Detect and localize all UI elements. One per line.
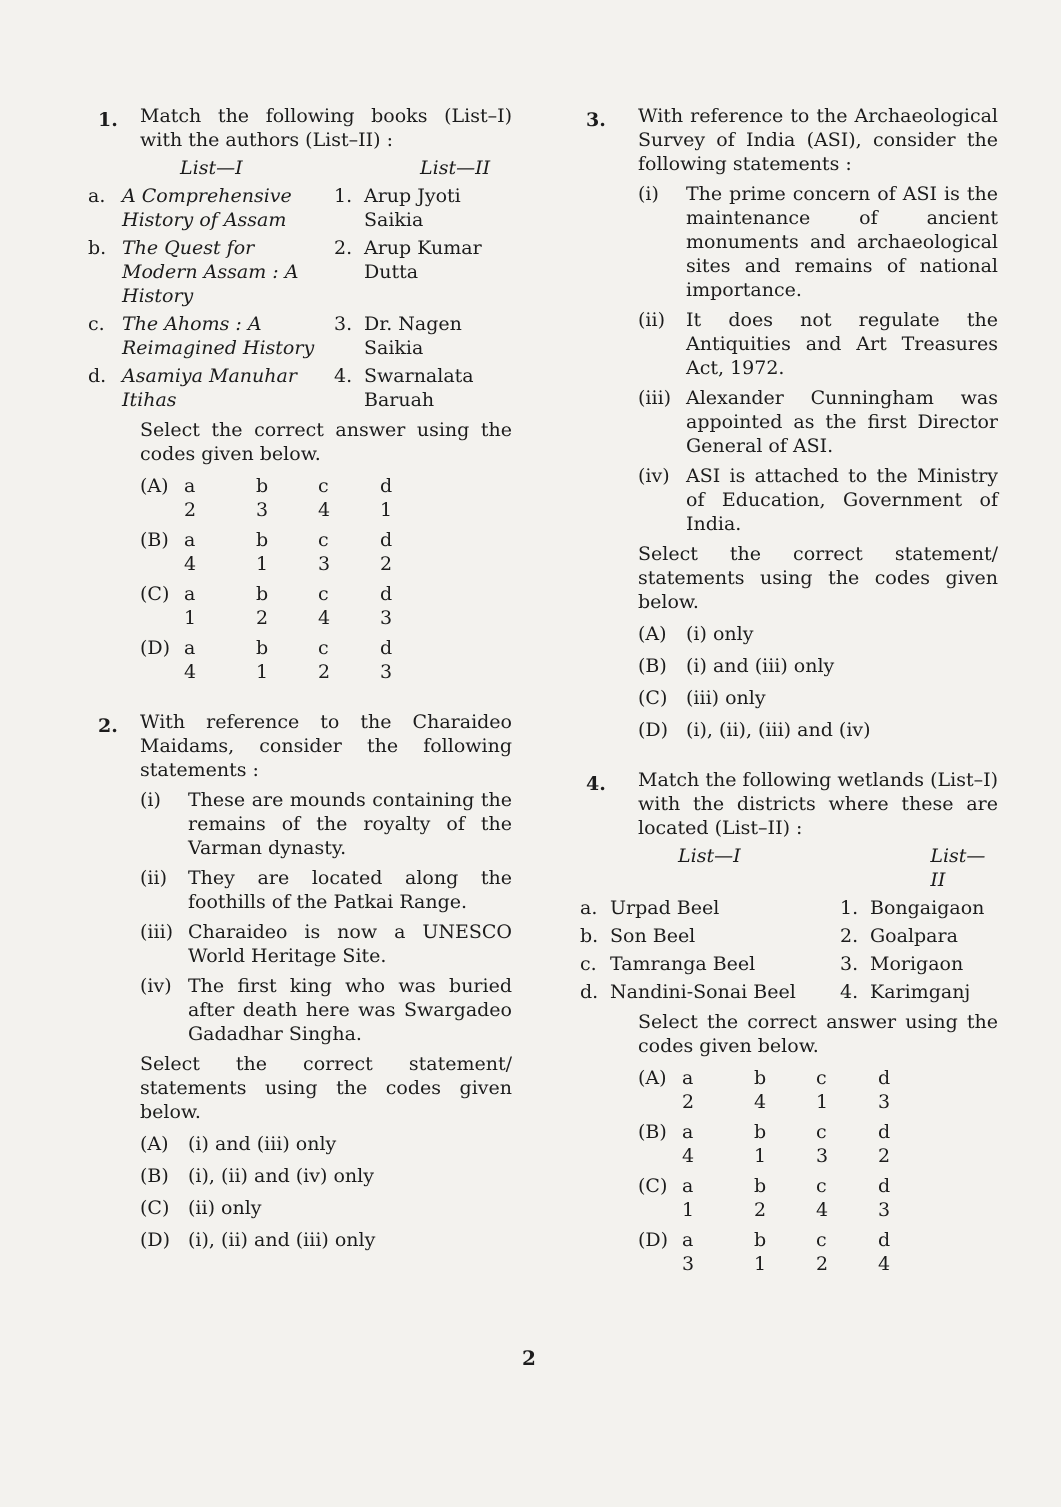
statement-text: It does not regulate the Antiquities and Art Treasures Act, 1972. bbox=[686, 309, 998, 379]
code-letter: b bbox=[754, 1229, 767, 1251]
code-value: 2 bbox=[754, 1199, 767, 1221]
answer-codes bbox=[638, 1066, 998, 1276]
code-letter: a bbox=[682, 1229, 694, 1251]
code-letter: a bbox=[682, 1175, 694, 1197]
left-column bbox=[82, 100, 512, 1278]
statement-number: (ii) bbox=[140, 867, 167, 889]
option-label: (D) bbox=[140, 637, 171, 659]
code-letter: a bbox=[184, 583, 196, 605]
code-value: 1 bbox=[256, 661, 269, 683]
code-letter: b bbox=[754, 1121, 767, 1143]
option-text: (i), (ii), (iii) and (iv) bbox=[686, 719, 871, 741]
code-value: 1 bbox=[184, 607, 197, 629]
code-grid bbox=[184, 528, 420, 576]
code-value: 4 bbox=[184, 661, 197, 683]
statement-number: (iii) bbox=[140, 921, 174, 943]
list-i-heading: List—I bbox=[678, 845, 741, 867]
option-B[interactable] bbox=[140, 1164, 512, 1188]
answer-options bbox=[140, 1132, 512, 1252]
code-value: 3 bbox=[256, 499, 269, 521]
option-A[interactable] bbox=[638, 622, 998, 646]
code-value: 2 bbox=[878, 1145, 891, 1167]
row-number: 3. bbox=[334, 313, 353, 335]
book-title: Asamiya Manuhar Itihas bbox=[122, 365, 297, 411]
option-label: (A) bbox=[140, 475, 169, 497]
statement bbox=[638, 386, 998, 458]
instruction-text: Select the correct answer using the codes given below. bbox=[638, 1011, 998, 1057]
option-text: (i), (ii) and (iv) only bbox=[188, 1165, 374, 1187]
code-letter: b bbox=[256, 529, 269, 551]
code-value: 1 bbox=[816, 1091, 829, 1113]
option-label: (A) bbox=[638, 1067, 667, 1089]
code-value: 2 bbox=[380, 553, 393, 575]
code-letter: d bbox=[380, 475, 393, 497]
code-value: 2 bbox=[256, 607, 269, 629]
code-value: 4 bbox=[318, 499, 331, 521]
code-letter: b bbox=[754, 1067, 767, 1089]
row-number: 2. bbox=[334, 237, 353, 259]
code-value: 1 bbox=[256, 553, 269, 575]
option-D[interactable] bbox=[140, 636, 512, 684]
option-label: (C) bbox=[638, 687, 668, 709]
code-letter: c bbox=[816, 1121, 827, 1143]
code-value: 1 bbox=[380, 499, 393, 521]
match-row bbox=[580, 896, 998, 920]
statement bbox=[140, 788, 512, 860]
code-value: 3 bbox=[380, 607, 393, 629]
option-D[interactable] bbox=[638, 718, 998, 742]
option-A[interactable] bbox=[140, 1132, 512, 1156]
district-name: Goalpara bbox=[870, 925, 958, 947]
row-letter: d. bbox=[88, 365, 107, 387]
statement bbox=[638, 308, 998, 380]
option-B[interactable] bbox=[638, 654, 998, 678]
statement-text: Charaideo is now a UNESCO World Heritage Site. bbox=[188, 921, 512, 967]
code-letter: a bbox=[184, 637, 196, 659]
district-name: Karimganj bbox=[870, 981, 971, 1003]
option-text: (ii) only bbox=[188, 1197, 262, 1219]
option-B[interactable] bbox=[140, 528, 512, 576]
right-column bbox=[580, 100, 998, 1302]
question-1 bbox=[82, 104, 512, 684]
option-text: (i), (ii) and (iii) only bbox=[188, 1229, 376, 1251]
code-letter: a bbox=[184, 529, 196, 551]
code-letter: d bbox=[380, 637, 393, 659]
wetland-name: Son Beel bbox=[610, 925, 696, 947]
option-C[interactable] bbox=[638, 1174, 998, 1222]
match-row bbox=[82, 364, 512, 412]
code-value: 3 bbox=[682, 1253, 695, 1275]
code-value: 2 bbox=[682, 1091, 695, 1113]
row-letter: d. bbox=[580, 981, 599, 1003]
option-D[interactable] bbox=[140, 1228, 512, 1252]
code-value: 3 bbox=[380, 661, 393, 683]
code-value: 1 bbox=[754, 1145, 767, 1167]
row-number: 2. bbox=[840, 925, 859, 947]
match-row bbox=[82, 184, 512, 232]
option-label: (A) bbox=[638, 623, 667, 645]
code-letter: b bbox=[256, 637, 269, 659]
answer-codes bbox=[140, 474, 512, 684]
code-letter: d bbox=[878, 1175, 891, 1197]
row-number: 1. bbox=[840, 897, 859, 919]
code-letter: d bbox=[380, 583, 393, 605]
statement-number: (iv) bbox=[638, 465, 670, 487]
option-label: (C) bbox=[140, 1197, 170, 1219]
code-grid bbox=[184, 582, 420, 630]
statement-number: (i) bbox=[140, 789, 161, 811]
option-label: (C) bbox=[140, 583, 170, 605]
option-label: (B) bbox=[140, 1165, 169, 1187]
code-letter: a bbox=[682, 1121, 694, 1143]
code-grid bbox=[682, 1228, 918, 1276]
statement bbox=[638, 464, 998, 536]
author-name: Arup Jyoti Saikia bbox=[364, 185, 461, 231]
code-value: 3 bbox=[816, 1145, 829, 1167]
option-B[interactable] bbox=[638, 1120, 998, 1168]
question-2 bbox=[82, 710, 512, 1252]
question-text: With reference to the Charaideo Maidams, consider the following statements : bbox=[140, 711, 512, 781]
row-letter: c. bbox=[88, 313, 105, 335]
statement-list bbox=[140, 788, 512, 1046]
code-letter: c bbox=[318, 583, 329, 605]
code-letter: c bbox=[816, 1229, 827, 1251]
statement-text: Alexander Cunningham was appointed as the first Director General of ASI. bbox=[686, 387, 998, 457]
code-grid bbox=[682, 1120, 918, 1168]
code-value: 4 bbox=[754, 1091, 767, 1113]
row-number: 4. bbox=[334, 365, 353, 387]
code-value: 1 bbox=[754, 1253, 767, 1275]
question-text: Match the following books (List–I) with the authors (List–II) : bbox=[140, 105, 512, 151]
statement-number: (iv) bbox=[140, 975, 172, 997]
match-row bbox=[580, 952, 998, 976]
statement-number: (ii) bbox=[638, 309, 665, 331]
option-label: (D) bbox=[638, 719, 669, 741]
statement-text: The prime concern of ASI is the maintenance of ancient monuments and archaeological sites and remains of national importance. bbox=[686, 183, 998, 301]
question-number: 1. bbox=[98, 109, 118, 131]
option-label: (C) bbox=[638, 1175, 668, 1197]
question-number: 4. bbox=[586, 773, 606, 795]
code-letter: d bbox=[878, 1121, 891, 1143]
option-label: (D) bbox=[638, 1229, 669, 1251]
row-letter: a. bbox=[88, 185, 106, 207]
statement-text: These are mounds containing the remains of the royalty of the Varman dynasty. bbox=[188, 789, 512, 859]
question-number: 2. bbox=[98, 715, 118, 737]
match-row bbox=[580, 980, 998, 1004]
option-A[interactable] bbox=[638, 1066, 998, 1114]
book-title: The Ahoms : A Reimagined History bbox=[122, 313, 315, 359]
statement-number: (iii) bbox=[638, 387, 672, 409]
author-name: Swarnalata Baruah bbox=[364, 365, 474, 411]
instruction-text: Select the correct statement/ statements using the codes given below. bbox=[638, 543, 998, 613]
code-letter: b bbox=[754, 1175, 767, 1197]
statement-text: They are located along the foothills of the Patkai Range. bbox=[188, 867, 512, 913]
option-text: (iii) only bbox=[686, 687, 766, 709]
option-label: (B) bbox=[638, 655, 667, 677]
code-value: 4 bbox=[318, 607, 331, 629]
statement bbox=[638, 182, 998, 302]
instruction-text: Select the correct answer using the codes given below. bbox=[140, 419, 512, 465]
statement bbox=[140, 974, 512, 1046]
code-value: 2 bbox=[184, 499, 197, 521]
statement-number: (i) bbox=[638, 183, 659, 205]
district-name: Morigaon bbox=[870, 953, 964, 975]
statement-list bbox=[638, 182, 998, 536]
row-letter: b. bbox=[88, 237, 107, 259]
list-i-heading: List—I bbox=[180, 157, 243, 179]
code-value: 2 bbox=[816, 1253, 829, 1275]
code-value: 3 bbox=[878, 1091, 891, 1113]
row-number: 1. bbox=[334, 185, 353, 207]
code-letter: a bbox=[184, 475, 196, 497]
wetland-name: Nandini-Sonai Beel bbox=[610, 981, 796, 1003]
row-number: 4. bbox=[840, 981, 859, 1003]
code-value: 3 bbox=[318, 553, 331, 575]
code-grid bbox=[682, 1174, 918, 1222]
code-letter: c bbox=[318, 475, 329, 497]
option-C[interactable] bbox=[140, 1196, 512, 1220]
code-letter: d bbox=[878, 1067, 891, 1089]
code-grid bbox=[184, 474, 420, 522]
statement bbox=[140, 920, 512, 968]
author-name: Arup Kumar Dutta bbox=[364, 237, 482, 283]
statement-text: The first king who was buried after death here was Swargadeo Gadadhar Singha. bbox=[188, 975, 512, 1045]
option-C[interactable] bbox=[638, 686, 998, 710]
code-value: 4 bbox=[816, 1199, 829, 1221]
book-title: The Quest for Modern Assam : A History bbox=[122, 237, 299, 307]
option-A[interactable] bbox=[140, 474, 512, 522]
question-number: 3. bbox=[586, 109, 606, 131]
list-headings bbox=[140, 156, 512, 180]
wetland-name: Tamranga Beel bbox=[610, 953, 756, 975]
code-letter: c bbox=[816, 1067, 827, 1089]
code-value: 1 bbox=[682, 1199, 695, 1221]
question-text: Match the following wetlands (List–I) with the districts where these are located (List–II) : bbox=[638, 769, 998, 839]
option-text: (i) and (iii) only bbox=[188, 1133, 337, 1155]
author-name: Dr. Nagen Saikia bbox=[364, 313, 462, 359]
page-number: 2 bbox=[522, 1346, 536, 1370]
code-value: 4 bbox=[184, 553, 197, 575]
code-letter: c bbox=[816, 1175, 827, 1197]
code-grid bbox=[184, 636, 420, 684]
option-label: (B) bbox=[140, 529, 169, 551]
code-letter: d bbox=[380, 529, 393, 551]
code-letter: c bbox=[318, 637, 329, 659]
district-name: Bongaigaon bbox=[870, 897, 985, 919]
row-number: 3. bbox=[840, 953, 859, 975]
code-value: 3 bbox=[878, 1199, 891, 1221]
question-4 bbox=[580, 768, 998, 1276]
question-3 bbox=[580, 104, 998, 742]
answer-options bbox=[638, 622, 998, 742]
list-ii-heading: List—II bbox=[930, 845, 986, 891]
code-letter: c bbox=[318, 529, 329, 551]
option-label: (A) bbox=[140, 1133, 169, 1155]
match-row bbox=[82, 312, 512, 360]
code-letter: b bbox=[256, 583, 269, 605]
option-label: (D) bbox=[140, 1229, 171, 1251]
question-text: With reference to the Archaeological Survey of India (ASI), consider the following statements : bbox=[638, 105, 998, 175]
row-letter: b. bbox=[580, 925, 599, 947]
row-letter: a. bbox=[580, 897, 598, 919]
match-row bbox=[580, 924, 998, 948]
list-ii-heading: List—II bbox=[420, 157, 491, 179]
option-D[interactable] bbox=[638, 1228, 998, 1276]
code-value: 4 bbox=[878, 1253, 891, 1275]
code-grid bbox=[682, 1066, 918, 1114]
instruction-text: Select the correct statement/ statements using the codes given below. bbox=[140, 1053, 512, 1123]
code-letter: b bbox=[256, 475, 269, 497]
option-text: (i) and (iii) only bbox=[686, 655, 835, 677]
code-value: 4 bbox=[682, 1145, 695, 1167]
code-letter: d bbox=[878, 1229, 891, 1251]
option-text: (i) only bbox=[686, 623, 754, 645]
code-letter: a bbox=[682, 1067, 694, 1089]
list-headings bbox=[638, 844, 998, 892]
book-title: A Comprehensive History of Assam bbox=[122, 185, 292, 231]
code-value: 2 bbox=[318, 661, 331, 683]
match-row bbox=[82, 236, 512, 308]
option-label: (B) bbox=[638, 1121, 667, 1143]
statement-text: ASI is attached to the Ministry of Education, Government of India. bbox=[686, 465, 998, 535]
wetland-name: Urpad Beel bbox=[610, 897, 720, 919]
row-letter: c. bbox=[580, 953, 597, 975]
statement bbox=[140, 866, 512, 914]
option-C[interactable] bbox=[140, 582, 512, 630]
